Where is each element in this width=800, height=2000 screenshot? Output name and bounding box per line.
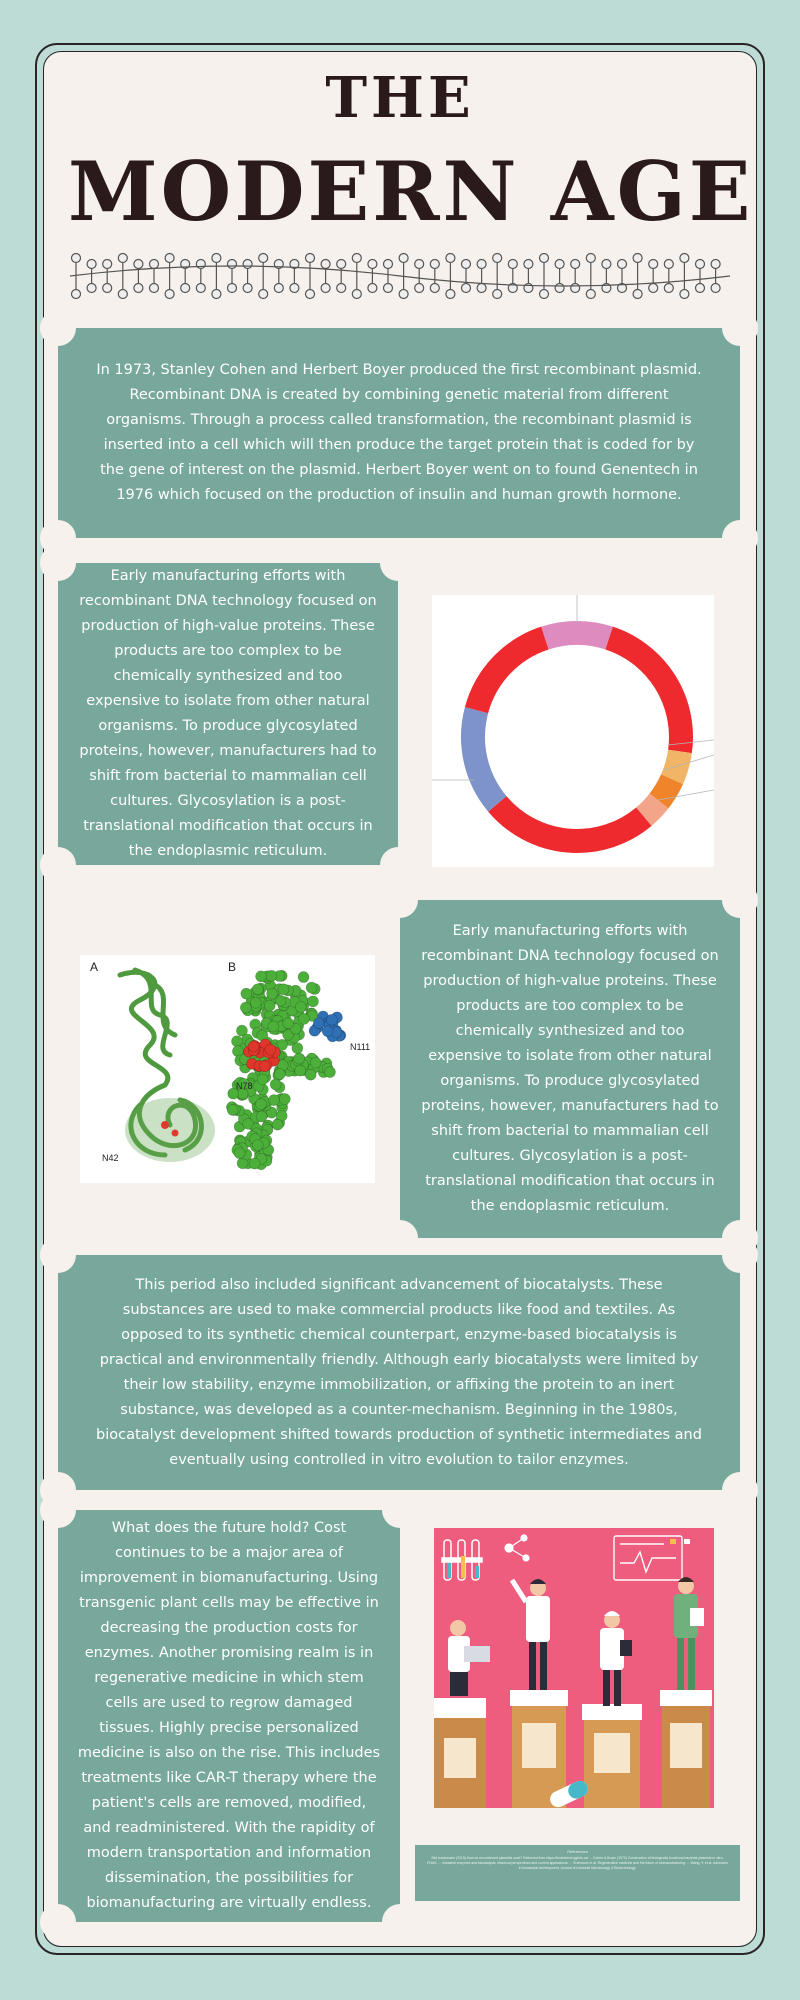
dna-node bbox=[711, 284, 720, 293]
dna-node bbox=[165, 254, 174, 263]
dna-node bbox=[649, 284, 658, 293]
dna-node bbox=[633, 254, 642, 263]
title-line-2: MODERN AGE bbox=[68, 145, 754, 240]
dna-node bbox=[664, 260, 673, 269]
dna-node bbox=[633, 290, 642, 299]
protein-atom-sphere bbox=[310, 1057, 321, 1068]
dna-node bbox=[696, 260, 705, 269]
manufacturing-card-right bbox=[400, 900, 740, 1238]
protein-atom-sphere bbox=[306, 982, 317, 993]
dna-node bbox=[87, 284, 96, 293]
dna-node bbox=[290, 284, 299, 293]
dna-node bbox=[571, 260, 580, 269]
dna-node bbox=[212, 290, 221, 299]
dna-node bbox=[586, 290, 595, 299]
protein-atom-sphere bbox=[269, 1095, 280, 1106]
manufacturing-text-left: Early manufacturing efforts with recombinant DNA technology focused on production of high-value proteins. These products are too complex to be chemically synthesized and too expensive to isolate from other natural organisms. To produce glycosylated proteins, however, manufacturers had to shift from bacterial to mammalian cell cultures. Glycosylation is a post-translational modification that occurs in the endoplasmic reticulum. bbox=[79, 568, 377, 859]
dna-node bbox=[649, 260, 658, 269]
dna-node bbox=[586, 254, 595, 263]
panel-b-label: B bbox=[228, 960, 237, 974]
protein-atom-sphere bbox=[241, 988, 252, 999]
dna-node bbox=[555, 260, 564, 269]
dna-node bbox=[493, 254, 502, 263]
title-line-1: THE bbox=[325, 65, 475, 131]
dna-node bbox=[337, 260, 346, 269]
dna-node bbox=[306, 254, 315, 263]
protein-atom-sphere bbox=[248, 1041, 259, 1052]
dna-node bbox=[196, 260, 205, 269]
label-n111: N111 bbox=[350, 1042, 371, 1052]
dna-node bbox=[228, 260, 237, 269]
dna-node bbox=[118, 290, 127, 299]
dna-node bbox=[696, 284, 705, 293]
future-card bbox=[58, 1510, 400, 1922]
dna-node bbox=[602, 260, 611, 269]
dna-node bbox=[711, 260, 720, 269]
protein-atom-sphere bbox=[298, 972, 309, 983]
protein-atom-sphere bbox=[268, 1021, 279, 1032]
dna-node bbox=[399, 290, 408, 299]
protein-atom-sphere bbox=[305, 1069, 316, 1080]
dna-node bbox=[540, 254, 549, 263]
protein-atom-sphere bbox=[232, 1036, 243, 1047]
protein-atom-sphere bbox=[252, 984, 263, 995]
protein-atom-sphere bbox=[267, 988, 278, 999]
label-n78: N78 bbox=[236, 1081, 253, 1091]
donut-segment bbox=[473, 710, 497, 804]
protein-atom-sphere bbox=[283, 1018, 294, 1029]
dna-node bbox=[680, 254, 689, 263]
dna-node bbox=[196, 284, 205, 293]
protein-structure-figure bbox=[80, 955, 375, 1183]
dna-node bbox=[524, 260, 533, 269]
dna-node bbox=[321, 284, 330, 293]
protein-atom-sphere bbox=[255, 1099, 266, 1110]
donut-chart-image bbox=[432, 595, 714, 867]
dna-node bbox=[618, 260, 627, 269]
protein-atom-sphere bbox=[313, 1018, 324, 1029]
dna-node bbox=[274, 284, 283, 293]
protein-atom-sphere bbox=[265, 1044, 276, 1055]
test-tube-fill bbox=[447, 1563, 451, 1578]
scientists-svg bbox=[434, 1528, 714, 1808]
dna-node bbox=[399, 254, 408, 263]
protein-atom-sphere bbox=[252, 1140, 263, 1151]
scientist-figure bbox=[600, 1611, 632, 1706]
dna-node bbox=[430, 260, 439, 269]
protein-atom-sphere bbox=[272, 1119, 283, 1130]
dna-node bbox=[228, 284, 237, 293]
dna-node bbox=[150, 260, 159, 269]
dna-node bbox=[181, 284, 190, 293]
test-tube-fill bbox=[475, 1566, 479, 1578]
protein-atom-sphere bbox=[259, 1061, 270, 1072]
protein-structure-svg bbox=[80, 955, 375, 1183]
dna-node bbox=[87, 260, 96, 269]
monitor-status-light bbox=[670, 1539, 676, 1544]
protein-atom-sphere bbox=[324, 1067, 335, 1078]
dna-node bbox=[462, 260, 471, 269]
protein-atom-sphere bbox=[256, 1111, 267, 1122]
dna-node bbox=[571, 284, 580, 293]
dna-node bbox=[446, 290, 455, 299]
dna-strand-illustration bbox=[70, 250, 730, 302]
future-text: What does the future hold? Cost continues to be a major area of improvement in biomanufacturing. Using transgenic plant cells may be effective in decreasing the production costs for enzymes. Another promising realm is in regenerative medicine in which stem cells are used to regrow damaged tissues. Highly precise personalized medicine is also on the rise. This includes treatments like CAR-T therapy where the patient's cells are removed, modified, and readministered. With the rapidity of modern transportation and information dissemination, the possibilities for biomanufacturing are virtually endless. bbox=[77, 1520, 381, 1911]
dna-node bbox=[212, 254, 221, 263]
protein-atom-sphere bbox=[274, 1069, 285, 1080]
manufacturing-text-right: Early manufacturing efforts with recombinant DNA technology focused on production of high-value proteins. These products are too complex to be chemically synthesized and too expensive to isolate from other natural organisms. To produce glycosylated proteins, however, manufacturers had to shift from bacterial to mammalian cell cultures. Glycosylation is a post-translational modification that occurs in the endoplasmic reticulum. bbox=[421, 923, 719, 1214]
protein-atom-sphere bbox=[240, 1002, 251, 1013]
dna-node bbox=[243, 260, 252, 269]
dna-node bbox=[430, 284, 439, 293]
dna-node bbox=[540, 290, 549, 299]
protein-atom-sphere bbox=[257, 1074, 268, 1085]
references-text: Biol businesses (2015) How do recombinant plasmids work? Retrieved from https://biotechnologyinfo.ca/ ... Cohen & Boyer (1973) Construction of biologically functional bacterial plasmids in vitro. PNAS. ... Industrial enzymes and biocatalysis: historical perspectives and current applications. ... Sherwood et al. Regenerative medicine and the future of biomanufacturing. ... Wang, Y. et al. Advances in biocatalyst development. Journal of Industrial Microbiology & Biotechnology. bbox=[427, 1856, 728, 1870]
dna-node bbox=[134, 260, 143, 269]
dna-node bbox=[368, 284, 377, 293]
dna-node bbox=[368, 260, 377, 269]
dna-node bbox=[306, 290, 315, 299]
glycan-n42-marker bbox=[172, 1130, 179, 1137]
dna-node bbox=[72, 290, 81, 299]
protein-atom-sphere bbox=[294, 1053, 305, 1064]
dna-node bbox=[259, 290, 268, 299]
dna-node bbox=[493, 290, 502, 299]
intro-text: In 1973, Stanley Cohen and Herbert Boyer produced the first recombinant plasmid. Recombinant DNA is created by combining genetic material from different organisms. Through a process called transformation, the recombinant plasmid is inserted into a cell which will then produce the target protein that is coded for by the gene of interest on the plasmid. Herbert Boyer went on to found Genentech in 1976 which focused on the production of insulin and human growth hormone. bbox=[96, 362, 702, 503]
dna-node bbox=[321, 260, 330, 269]
protein-atom-sphere bbox=[264, 1000, 275, 1011]
dna-node bbox=[134, 284, 143, 293]
monitor-status-light bbox=[684, 1539, 690, 1544]
dna-node bbox=[415, 260, 424, 269]
dna-node bbox=[118, 254, 127, 263]
dna-node bbox=[415, 284, 424, 293]
space-filling-model bbox=[226, 970, 345, 1169]
protein-atom-sphere bbox=[234, 1148, 245, 1159]
glycan-n42-marker bbox=[161, 1121, 169, 1129]
protein-atom-sphere bbox=[270, 1079, 281, 1090]
manufacturing-card-left bbox=[58, 563, 398, 865]
donut-chart bbox=[432, 595, 714, 867]
dna-node bbox=[352, 254, 361, 263]
dna-node bbox=[508, 260, 517, 269]
dna-node bbox=[384, 284, 393, 293]
label-n42: N42 bbox=[102, 1153, 119, 1163]
scientist-figure bbox=[674, 1577, 704, 1690]
protein-atom-sphere bbox=[295, 1065, 306, 1076]
references-box bbox=[415, 1845, 740, 1901]
scientists-illustration bbox=[434, 1528, 714, 1808]
donut-segment bbox=[477, 638, 545, 710]
dna-node bbox=[103, 260, 112, 269]
donut-segment bbox=[497, 804, 644, 841]
protein-atom-sphere bbox=[249, 1158, 260, 1169]
dna-node bbox=[477, 260, 486, 269]
protein-atom-sphere bbox=[278, 984, 289, 995]
donut-segment bbox=[545, 633, 609, 638]
dna-node bbox=[165, 290, 174, 299]
donut-segment bbox=[644, 801, 659, 817]
protein-atom-sphere bbox=[322, 1026, 333, 1037]
dna-node bbox=[352, 290, 361, 299]
protein-atom-sphere bbox=[266, 970, 277, 981]
molecule-icon bbox=[505, 1535, 529, 1561]
dna-node bbox=[384, 260, 393, 269]
donut-segment bbox=[609, 638, 681, 751]
dna-node bbox=[555, 284, 564, 293]
dna-node bbox=[337, 284, 346, 293]
ribbon-surface bbox=[125, 1098, 215, 1162]
protein-atom-sphere bbox=[256, 971, 267, 982]
biocatalysts-card bbox=[58, 1255, 740, 1490]
protein-atom-sphere bbox=[250, 997, 261, 1008]
test-tube-fill bbox=[461, 1556, 465, 1578]
intro-card bbox=[58, 328, 740, 538]
panel-a-label: A bbox=[90, 960, 99, 974]
protein-atom-sphere bbox=[227, 1104, 238, 1115]
dna-node bbox=[243, 284, 252, 293]
protein-atom-sphere bbox=[279, 1094, 290, 1105]
protein-atom-sphere bbox=[298, 1013, 309, 1024]
biocatalysts-text: This period also included significant advancement of biocatalysts. These substances are used to make commercial products like food and textiles. As opposed to its synthetic chemical counterpart, enzyme-based biocatalysis is practical and environmentally friendly. Although early biocatalysts were limited by their low stability, enzyme immobilization, or affixing the protein to an inert substance, was developed as a counter-mechanism. Beginning in the 1980s, biocatalyst development shifted towards production of synthetic intermediates and eventually using controlled in vitro evolution to tailor enzymes. bbox=[96, 1276, 702, 1468]
protein-atom-sphere bbox=[292, 1043, 303, 1054]
scientist-figure bbox=[448, 1620, 490, 1696]
protein-atom-sphere bbox=[326, 1014, 337, 1025]
references-heading: References bbox=[567, 1849, 588, 1854]
protein-atom-sphere bbox=[308, 996, 319, 1007]
dna-node bbox=[462, 284, 471, 293]
dna-node bbox=[446, 254, 455, 263]
scientist-figure bbox=[512, 1579, 550, 1690]
protein-atom-sphere bbox=[295, 1002, 306, 1013]
dna-node bbox=[664, 284, 673, 293]
dna-node bbox=[680, 290, 689, 299]
dna-node bbox=[259, 254, 268, 263]
dna-node bbox=[72, 254, 81, 263]
dna-node bbox=[103, 284, 112, 293]
dna-node bbox=[477, 284, 486, 293]
dna-node bbox=[150, 284, 159, 293]
